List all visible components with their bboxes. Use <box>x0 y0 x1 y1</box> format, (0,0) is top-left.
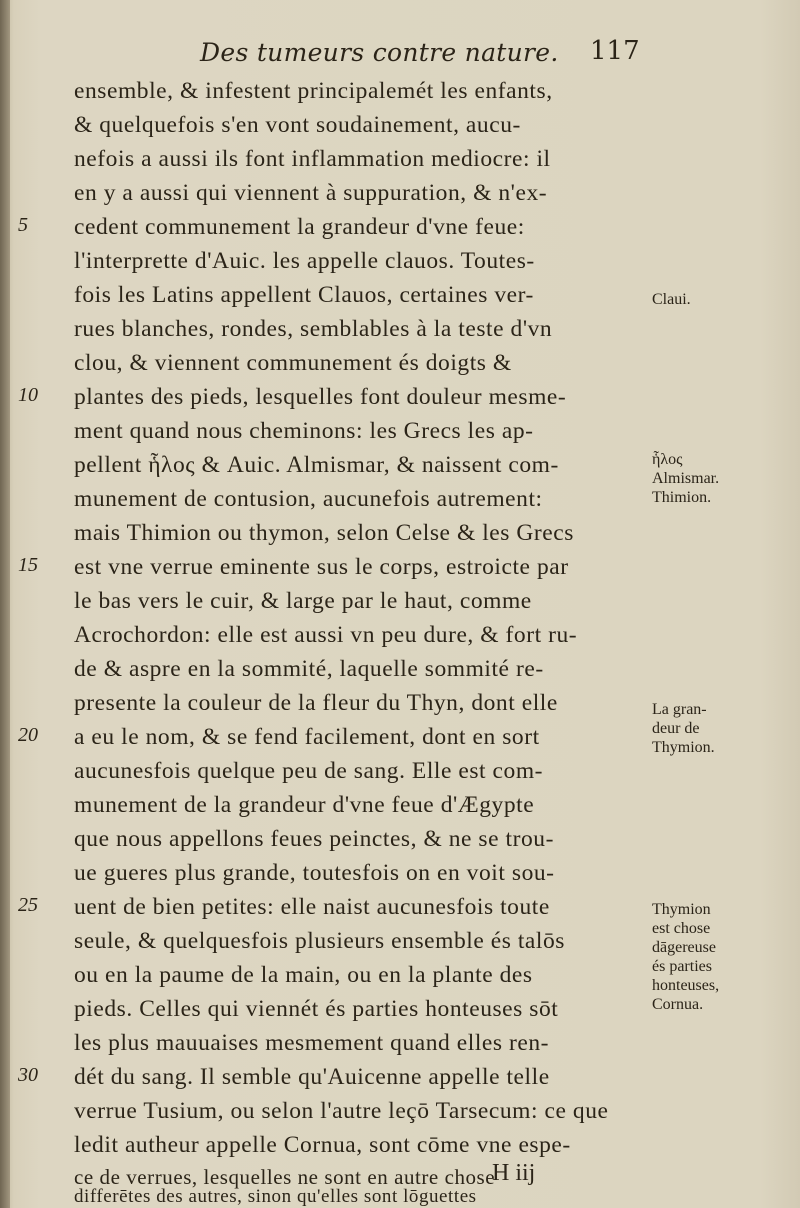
text-line: munement de la grandeur d'vne feue d'Ægypte <box>74 792 535 818</box>
text-line: seule, & quelquesfois plusieurs ensemble és talōs <box>74 928 565 954</box>
text-line: plantes des pieds, lesquelles font douleur mesme- <box>74 384 567 410</box>
text-line: pellent ἧλος & Auic. Almismar, & naissent com- <box>74 452 559 478</box>
line-number: 25 <box>18 894 38 916</box>
text-line: de & aspre en la sommité, laquelle sommité re- <box>74 656 544 682</box>
margin-note: Claui. <box>652 291 691 308</box>
text-line: ledit autheur appelle Cornua, sont cōme vne espe- <box>74 1132 571 1158</box>
text-line: & quelquefois s'en vont soudainement, aucu- <box>74 112 521 138</box>
margin-note: ἧλος Almismar. Thimion. <box>652 451 720 506</box>
text-line: en y a aussi qui viennent à suppuration, & n'ex- <box>74 180 548 206</box>
signature-mark: H iij <box>492 1160 536 1186</box>
line-number: 30 <box>18 1064 38 1086</box>
text-line: les plus mauuaises mesmement quand elles ren- <box>74 1030 550 1056</box>
binding-gutter <box>0 0 10 1208</box>
text-line: pieds. Celles qui viennét és parties honteuses sōt <box>74 996 559 1022</box>
page-number: 117 <box>590 36 640 66</box>
text-line: presente la couleur de la fleur du Thyn, dont elle <box>74 690 558 716</box>
text-line: cedent communement la grandeur d'vne feue: <box>74 214 525 240</box>
text-line: clou, & viennent communement és doigts & <box>74 350 512 376</box>
line-number: 15 <box>18 554 38 576</box>
line-number: 20 <box>18 724 38 746</box>
text-line: mais Thimion ou thymon, selon Celse & les Grecs <box>74 520 574 546</box>
text-line: nefois a aussi ils font inflammation mediocre: il <box>74 146 551 172</box>
text-line: ou en la paume de la main, ou en la plante des <box>74 962 533 988</box>
text-line: Acrochordon: elle est aussi vn peu dure, & fort ru- <box>74 622 578 648</box>
text-line: est vne verrue eminente sus le corps, estroicte par <box>74 554 569 580</box>
text-line: differētes des autres, sinon qu'elles sont lōguettes <box>74 1186 477 1207</box>
text-line: munement de contusion, aucunefois autrement: <box>74 486 543 512</box>
margin-note: La gran- deur de Thymion. <box>652 701 715 756</box>
text-line: dét du sang. Il semble qu'Auicenne appelle telle <box>74 1064 550 1090</box>
text-line: ue gueres plus grande, toutesfois on en voit sou- <box>74 860 555 886</box>
text-line: uent de bien petites: elle naist aucunesfois toute <box>74 894 550 920</box>
text-line: ment quand nous cheminons: les Grecs les ap- <box>74 418 534 444</box>
line-number: 10 <box>18 384 38 406</box>
margin-note: Thymion est chose dāgereuse és parties honteuses, Cornua. <box>652 901 720 1013</box>
text-line: le bas vers le cuir, & large par le haut, comme <box>74 588 532 614</box>
text-line: ce de verrues, lesquelles ne sont en autre chose <box>74 1165 496 1189</box>
text-line: fois les Latins appellent Clauos, certaines ver- <box>74 282 534 308</box>
text-line: verrue Tusium, ou selon l'autre leçō Tarsecum: ce que <box>74 1098 609 1124</box>
text-line: rues blanches, rondes, semblables à la teste d'vn <box>74 316 553 342</box>
text-line: ensemble, & infestent principalemét les enfants, <box>74 78 553 104</box>
text-line: l'interprette d'Auic. les appelle clauos. Toutes- <box>74 248 535 274</box>
text-line: aucunesfois quelque peu de sang. Elle est com- <box>74 758 544 784</box>
text-line: a eu le nom, & se fend facilement, dont en sort <box>74 724 540 750</box>
line-number: 5 <box>18 214 28 236</box>
running-head: Des tumeurs contre nature. <box>200 38 559 67</box>
text-line: que nous appellons feues peinctes, & ne se trou- <box>74 826 554 852</box>
